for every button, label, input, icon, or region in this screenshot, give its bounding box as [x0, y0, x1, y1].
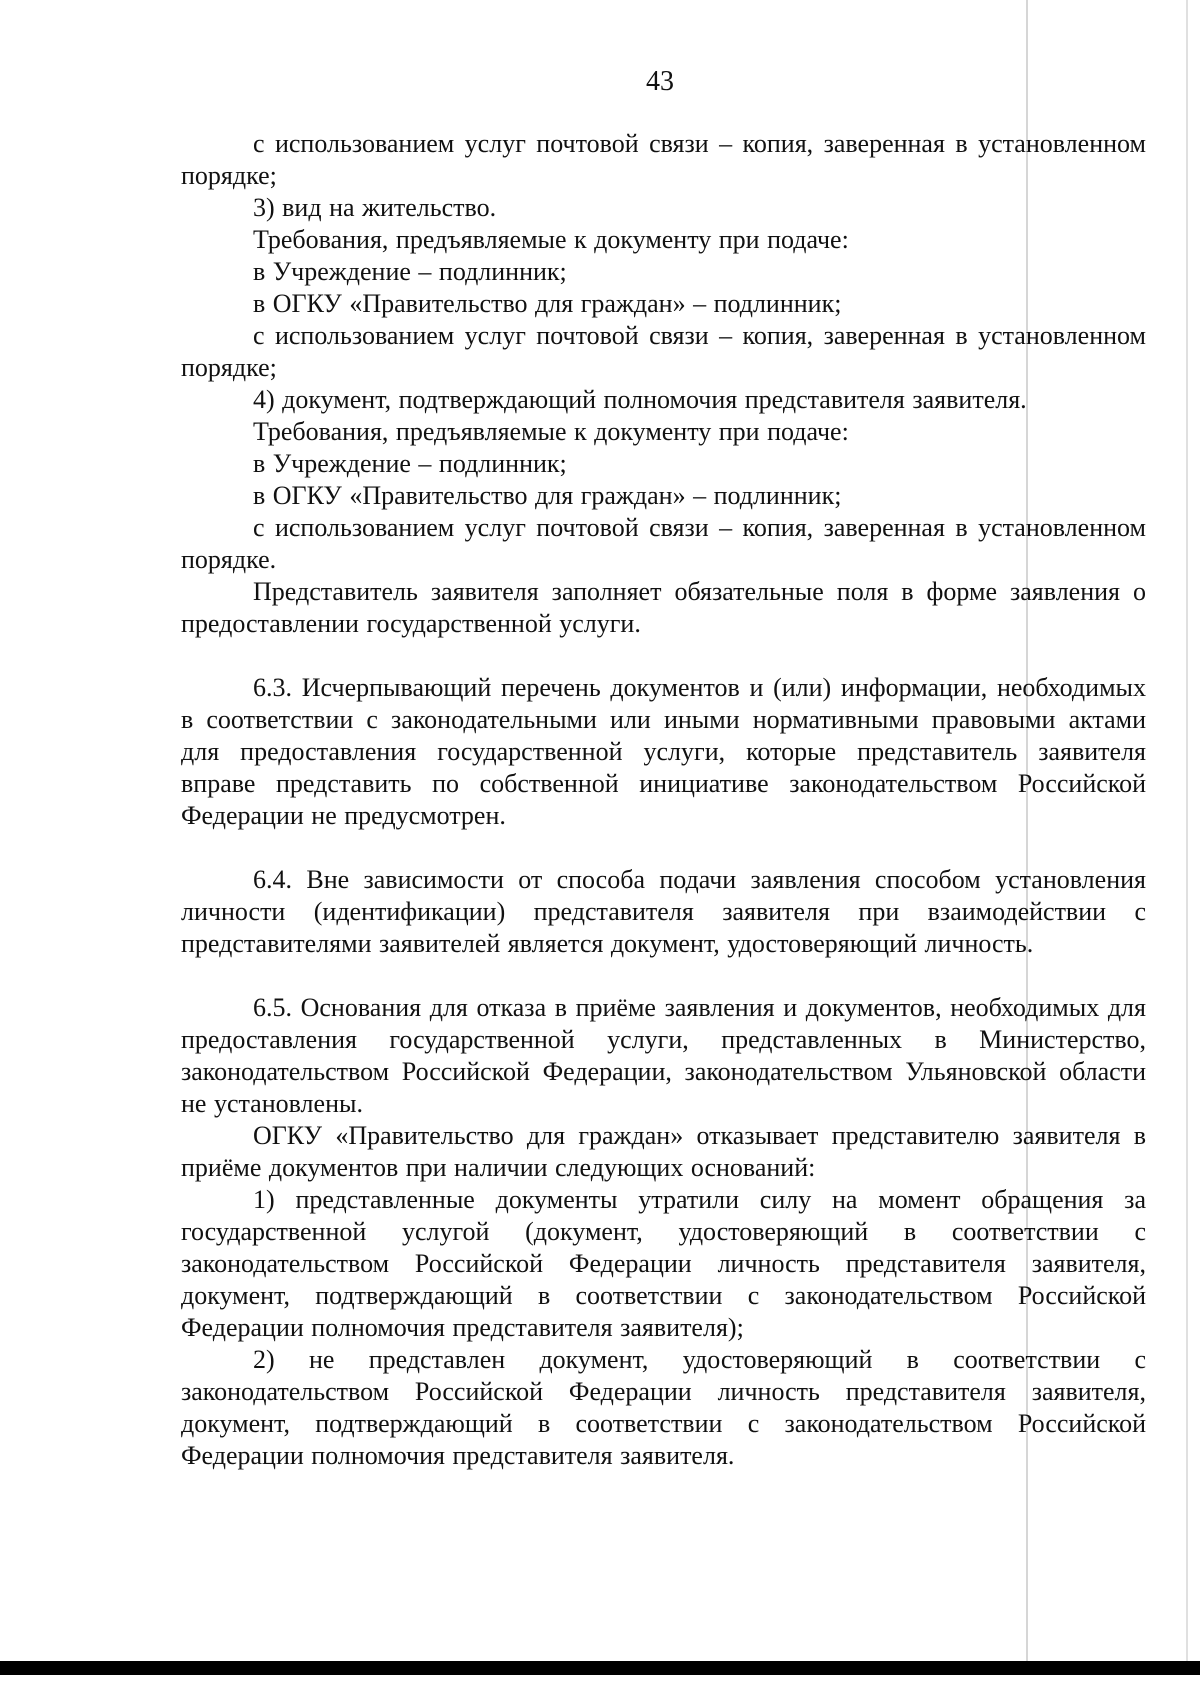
- paragraph: Требования, предъявляемые к документу при подаче:: [253, 417, 849, 446]
- paragraph: 4) документ, подтверждающий полномочия представителя заявителя.: [253, 385, 1027, 414]
- paragraph: в Учреждение – подлинник;: [253, 257, 567, 286]
- paragraph: с использованием услуг почтовой связи – копия, заверенная в установленном порядке.: [181, 513, 1146, 574]
- paragraph: в Учреждение – подлинник;: [253, 449, 567, 478]
- paragraph: с использованием услуг почтовой связи – копия, заверенная в установленном порядке;: [181, 321, 1146, 382]
- section-paragraph: 6.3. Исчерпывающий перечень документов и (или) информации, необходимых в соответствии с законодательными или иными нормативными правовыми актами для предоставления государственной услуги, которые представитель заявителя вправе представить по собственной инициативе законодательством Российской Федерации не предусмотрен.: [181, 673, 1146, 830]
- paragraph: Требования, предъявляемые к документу при подаче:: [253, 225, 849, 254]
- scan-border-bar: [0, 1661, 1200, 1675]
- section-spacer: [181, 960, 1146, 992]
- section-spacer: [181, 640, 1146, 672]
- paragraph: 2) не представлен документ, удостоверяющий в соответствии с законодательством Российской Федерации личность представителя заявителя, документ, подтверждающий в соответствии с законодательством Российской Федерации полномочия представителя заявителя.: [181, 1345, 1146, 1470]
- paragraph: в ОГКУ «Правительство для граждан» – подлинник;: [253, 289, 842, 318]
- document-body: [181, 128, 1146, 1472]
- paragraph: в ОГКУ «Правительство для граждан» – подлинник;: [253, 481, 842, 510]
- paragraph: 1) представленные документы утратили силу на момент обращения за государственной услугой (документ, удостоверяющий в соответствии с законодательством Российской Федерации личность представителя заявителя, документ, подтверждающий в соответствии с законодательством Российской Федерации полномочия представителя заявителя);: [181, 1185, 1146, 1342]
- section-paragraph: 6.4. Вне зависимости от способа подачи заявления способом установления личности (идентификации) представителя заявителя при взаимодействии с представителями заявителей является документ, удостоверяющий личность.: [181, 865, 1146, 958]
- page-number: 43: [646, 66, 674, 97]
- paragraph: 3) вид на жительство.: [253, 193, 497, 222]
- paragraph: Представитель заявителя заполняет обязательные поля в форме заявления о предоставлении государственной услуги.: [181, 577, 1146, 638]
- paragraph: ОГКУ «Правительство для граждан» отказывает представителю заявителя в приёме документов при наличии следующих оснований:: [181, 1121, 1146, 1182]
- section-paragraph: 6.5. Основания для отказа в приёме заявления и документов, необходимых для предоставления государственной услуги, представленных в Министерство, законодательством Российской Федерации, законодательством Ульяновской области не установлены.: [181, 993, 1146, 1118]
- section-spacer: [181, 832, 1146, 864]
- paragraph: с использованием услуг почтовой связи – копия, заверенная в установленном порядке;: [181, 129, 1146, 190]
- scan-artifact-line: [1186, 0, 1188, 1665]
